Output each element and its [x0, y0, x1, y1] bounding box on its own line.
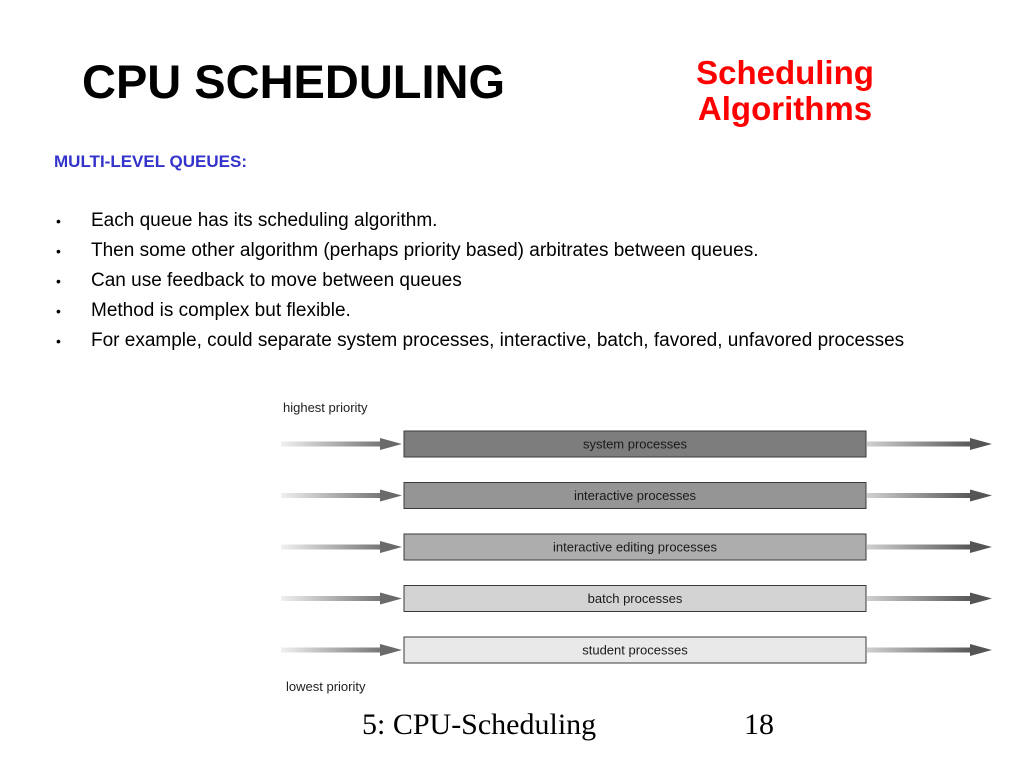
incoming-arrow-shaft: [281, 442, 391, 447]
bullet-item: [54, 270, 984, 292]
bullet-dot: •: [56, 273, 61, 289]
incoming-arrow-head: [380, 438, 402, 450]
bullet-text: For example, could separate system processes, interactive, batch, favored, unfavored processes: [91, 330, 905, 351]
queue-row: [281, 431, 992, 457]
incoming-arrow-head: [380, 541, 402, 553]
incoming-arrow-head: [380, 593, 402, 605]
bullet-item: [54, 300, 984, 322]
outgoing-arrow-head: [970, 490, 992, 502]
incoming-arrow-shaft: [281, 596, 391, 601]
outgoing-arrow-shaft: [867, 648, 973, 653]
bullet-dot: •: [56, 213, 61, 229]
bullet-dot: •: [56, 333, 61, 349]
queue-row: [281, 483, 992, 509]
incoming-arrow-shaft: [281, 493, 391, 498]
outgoing-arrow-shaft: [867, 493, 973, 498]
bullet-text: Each queue has its scheduling algorithm.: [91, 210, 438, 231]
queue-label: batch processes: [587, 591, 683, 606]
bullet-item: [54, 240, 984, 262]
outgoing-arrow-shaft: [867, 545, 973, 550]
footer-title: 5: CPU-Scheduling: [362, 708, 597, 741]
queue-label: interactive editing processes: [552, 539, 718, 555]
subtitle-line: Scheduling: [696, 54, 874, 91]
lowest-priority-label: lowest priority: [286, 679, 366, 694]
queue-label: student processes: [582, 642, 688, 658]
bullet-dot: •: [56, 303, 61, 319]
slide-title: CPU SCHEDULING: [82, 55, 506, 108]
outgoing-arrow-head: [970, 593, 992, 605]
queue-label: system processes: [582, 436, 688, 452]
bullet-text: Then some other algorithm (perhaps priority based) arbitrates between queues.: [91, 240, 759, 261]
outgoing-arrow-head: [970, 644, 992, 656]
bullet-item: [54, 210, 984, 232]
incoming-arrow-head: [380, 490, 402, 502]
page-number: 18: [744, 708, 774, 741]
bullet-text: Method is complex but flexible.: [91, 300, 351, 321]
queue-row: [281, 586, 992, 612]
subtitle-line: Algorithms: [697, 90, 873, 127]
section-heading: MULTI-LEVEL QUEUES:: [54, 152, 247, 171]
outgoing-arrow-shaft: [867, 596, 973, 601]
queue-row: [281, 534, 992, 560]
outgoing-arrow-shaft: [867, 442, 973, 447]
slide-subtitle: [660, 55, 910, 127]
queue-label: interactive processes: [573, 488, 697, 503]
multilevel-queue-diagram: [270, 392, 1000, 697]
highest-priority-label: highest priority: [283, 400, 368, 415]
queue-rows: [281, 431, 992, 663]
bullet-item: [54, 330, 984, 352]
bullet-dot: •: [56, 243, 61, 259]
queue-row: [281, 637, 992, 663]
outgoing-arrow-head: [970, 541, 992, 553]
bullet-list: [54, 210, 984, 360]
incoming-arrow-shaft: [281, 648, 391, 653]
bullet-text: Can use feedback to move between queues: [91, 270, 462, 291]
incoming-arrow-head: [380, 644, 402, 656]
incoming-arrow-shaft: [281, 545, 391, 550]
outgoing-arrow-head: [970, 438, 992, 450]
